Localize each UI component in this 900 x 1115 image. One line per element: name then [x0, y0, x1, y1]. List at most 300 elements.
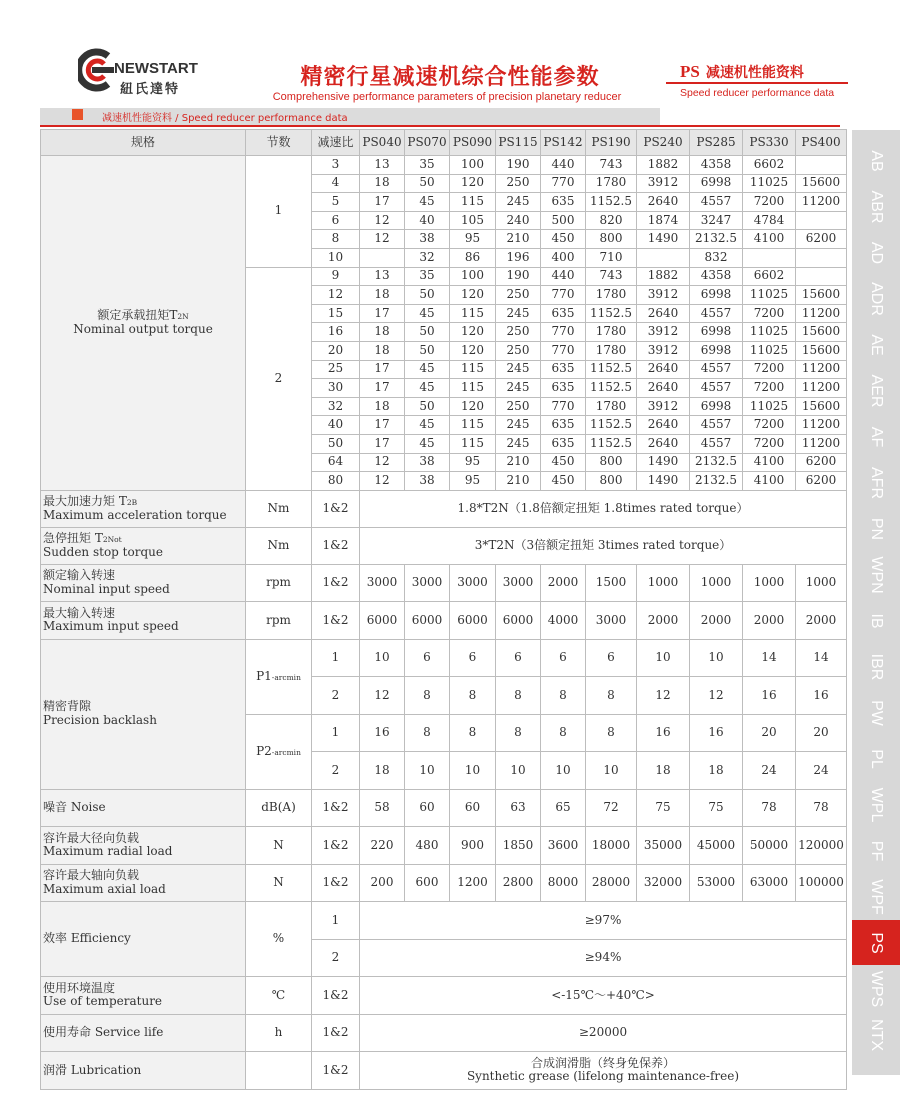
- table-cell: 7200: [743, 193, 796, 212]
- sidebar-item-label: AE: [868, 333, 885, 356]
- table-cell: 115: [450, 434, 496, 453]
- table-cell: 64: [312, 453, 360, 472]
- table-cell: 115: [450, 304, 496, 323]
- column-header: PS190: [586, 130, 637, 156]
- table-cell: 115: [450, 416, 496, 435]
- table-cell: 12: [690, 677, 743, 715]
- stage-cell: 1&2: [312, 977, 360, 1015]
- brand-logo: [78, 44, 198, 100]
- column-header: PS400: [796, 130, 847, 156]
- table-cell: 65: [541, 789, 586, 827]
- sidebar-item-label: WPF: [868, 878, 885, 915]
- table-cell: 12: [360, 472, 405, 491]
- table-cell: 72: [586, 789, 637, 827]
- series-label: 减速机性能资料: [705, 65, 804, 81]
- table-cell: 1152.5: [586, 360, 637, 379]
- sidebar-item-label: PW: [868, 699, 885, 726]
- table-cell: 12: [360, 453, 405, 472]
- sidebar-item-label: PF: [868, 840, 885, 861]
- unit-cell: N: [246, 827, 312, 865]
- table-cell: 635: [541, 379, 586, 398]
- sidebar-item-label: PN: [868, 517, 885, 540]
- table-cell: 9: [312, 267, 360, 286]
- table-cell: 770: [541, 341, 586, 360]
- torque-label-en: Nominal output torque: [73, 321, 213, 336]
- table-cell: 250: [496, 174, 541, 193]
- sidebar-item-label: ADR: [868, 281, 885, 316]
- table-cell: 50000: [743, 827, 796, 865]
- table-cell: 1152.5: [586, 416, 637, 435]
- sidebar-item-wpn[interactable]: [852, 552, 900, 597]
- table-cell: 4100: [743, 230, 796, 249]
- sidebar-item-aer[interactable]: [852, 368, 900, 413]
- table-cell: 6: [312, 211, 360, 230]
- table-cell: 635: [541, 304, 586, 323]
- table-cell: 2800: [496, 864, 541, 902]
- table-cell: 1000: [690, 564, 743, 602]
- sidebar-item-ibr[interactable]: [852, 644, 900, 689]
- row-label: [41, 490, 246, 527]
- table-row: [41, 977, 847, 1015]
- table-cell: 60: [450, 789, 496, 827]
- table-cell: 11200: [796, 360, 847, 379]
- table-cell: 10: [450, 752, 496, 790]
- table-cell: 45: [405, 416, 450, 435]
- table-cell: 40: [312, 416, 360, 435]
- table-cell: 20: [743, 714, 796, 752]
- stage-cell: 2: [312, 939, 360, 977]
- row-label: [41, 602, 246, 640]
- table-cell: 5: [312, 193, 360, 212]
- table-cell: 1152.5: [586, 304, 637, 323]
- table-cell: 2: [312, 752, 360, 790]
- table-cell: 2640: [637, 434, 690, 453]
- table-cell: 8: [496, 677, 541, 715]
- table-cell: 12: [360, 230, 405, 249]
- backlash-unit: -arcmin: [271, 747, 301, 757]
- table-cell: 24: [796, 752, 847, 790]
- table-cell: 250: [496, 286, 541, 305]
- section-marker-icon: [72, 109, 83, 120]
- table-cell: 32: [405, 248, 450, 267]
- table-row: [41, 1014, 847, 1052]
- table-row: [41, 827, 847, 865]
- stage-cell: 1&2: [312, 789, 360, 827]
- table-cell: 1490: [637, 453, 690, 472]
- table-cell: 17: [360, 379, 405, 398]
- table-cell: 2132.5: [690, 453, 743, 472]
- brand-name-cn: 紐氏達特: [120, 82, 181, 97]
- table-cell: 440: [541, 156, 586, 175]
- row-label-en: Maximum input speed: [43, 619, 179, 634]
- table-cell: 100: [450, 267, 496, 286]
- sidebar-item-ad[interactable]: [852, 230, 900, 275]
- table-cell: 11200: [796, 434, 847, 453]
- table-row: [41, 490, 847, 527]
- column-header: 规格: [41, 130, 246, 156]
- column-header: PS070: [405, 130, 450, 156]
- table-cell: 16: [690, 714, 743, 752]
- table-cell: 4784: [743, 211, 796, 230]
- table-cell: 35: [405, 156, 450, 175]
- table-cell: 1000: [743, 564, 796, 602]
- table-row: [41, 864, 847, 902]
- backlash-unit: -arcmin: [271, 672, 301, 682]
- table-cell: 4000: [541, 602, 586, 640]
- backlash-class: P1: [256, 668, 272, 683]
- table-cell: 18: [360, 174, 405, 193]
- table-cell: 80: [312, 472, 360, 491]
- table-cell: 1780: [586, 286, 637, 305]
- table-cell: 8: [312, 230, 360, 249]
- table-cell: [796, 156, 847, 175]
- table-cell: 770: [541, 286, 586, 305]
- table-cell: 1500: [586, 564, 637, 602]
- row-label: 使用寿命 Service life: [41, 1014, 246, 1052]
- table-cell: 450: [541, 230, 586, 249]
- unit-cell: rpm: [246, 602, 312, 640]
- table-cell: 50: [405, 397, 450, 416]
- sidebar-item-label: WPN: [868, 555, 885, 594]
- table-cell: 6: [586, 639, 637, 677]
- table-cell: [637, 248, 690, 267]
- table-cell: 800: [586, 453, 637, 472]
- table-cell: 17: [360, 434, 405, 453]
- table-cell: 1200: [450, 864, 496, 902]
- column-header: PS115: [496, 130, 541, 156]
- row-label: [41, 977, 246, 1015]
- stage-cell: 1&2: [312, 564, 360, 602]
- table-cell: 2640: [637, 193, 690, 212]
- table-cell: 78: [796, 789, 847, 827]
- table-cell: 2640: [637, 379, 690, 398]
- table-cell: 6: [541, 639, 586, 677]
- table-cell: 6000: [450, 602, 496, 640]
- table-row: [41, 902, 847, 940]
- table-cell: 115: [450, 379, 496, 398]
- table-cell: 3000: [586, 602, 637, 640]
- table-cell: 770: [541, 323, 586, 342]
- row-label: [41, 827, 246, 865]
- table-cell: 45: [405, 379, 450, 398]
- table-cell: 45: [405, 434, 450, 453]
- row-label-cn: 精密背隙: [43, 699, 92, 714]
- table-cell: 635: [541, 416, 586, 435]
- sidebar-item-label: AER: [868, 374, 885, 407]
- table-cell: 24: [743, 752, 796, 790]
- table-cell: 16: [743, 677, 796, 715]
- table-cell: 7200: [743, 416, 796, 435]
- gear-logo-icon: [78, 48, 116, 92]
- sidebar-item-label: WPL: [868, 787, 885, 822]
- table-cell: 120: [450, 174, 496, 193]
- row-label-en: Maximum axial load: [43, 881, 166, 896]
- table-cell: 2132.5: [690, 230, 743, 249]
- table-cell: 196: [496, 248, 541, 267]
- backlash-class: P2: [256, 743, 272, 758]
- column-header: 减速比: [312, 130, 360, 156]
- table-cell: 210: [496, 472, 541, 491]
- unit-cell: N: [246, 864, 312, 902]
- header-divider: [666, 82, 848, 84]
- sidebar-item-adr[interactable]: [852, 276, 900, 321]
- table-cell: 120: [450, 397, 496, 416]
- sidebar-item-pl[interactable]: [852, 736, 900, 781]
- sidebar-item-afr[interactable]: [852, 460, 900, 505]
- merged-value-cell: 1.8*T2N（1.8倍额定扭矩 1.8times rated torque）: [360, 490, 847, 527]
- table-cell: 800: [586, 472, 637, 491]
- row-label-cn: 最大加速力矩 T: [43, 493, 127, 508]
- table-cell: 6200: [796, 472, 847, 491]
- table-cell: 11025: [743, 341, 796, 360]
- table-cell: 1780: [586, 397, 637, 416]
- table-cell: 2000: [796, 602, 847, 640]
- table-cell: 3000: [405, 564, 450, 602]
- table-cell: 75: [637, 789, 690, 827]
- stage-cell: 2: [246, 267, 312, 490]
- table-cell: 32000: [637, 864, 690, 902]
- table-cell: 14: [743, 639, 796, 677]
- table-cell: 38: [405, 453, 450, 472]
- table-cell: 15600: [796, 397, 847, 416]
- table-cell: 3000: [496, 564, 541, 602]
- table-cell: 190: [496, 156, 541, 175]
- table-cell: 11200: [796, 379, 847, 398]
- table-cell: 8: [541, 677, 586, 715]
- sidebar-item-pn[interactable]: [852, 506, 900, 551]
- row-label: [41, 864, 246, 902]
- sidebar-item-label: IB: [868, 612, 885, 629]
- table-cell: 1780: [586, 323, 637, 342]
- table-row: [41, 527, 847, 564]
- table-cell: 2640: [637, 360, 690, 379]
- table-cell: 3600: [541, 827, 586, 865]
- column-header: PS330: [743, 130, 796, 156]
- table-cell: 1882: [637, 156, 690, 175]
- torque-label-cn: 额定承载扭矩T: [97, 308, 178, 323]
- table-cell: 78: [743, 789, 796, 827]
- backlash-class-cell: [246, 714, 312, 789]
- table-cell: 45000: [690, 827, 743, 865]
- sidebar-item-pf[interactable]: [852, 828, 900, 873]
- table-cell: 105: [450, 211, 496, 230]
- section-divider: [40, 125, 840, 127]
- table-cell: 245: [496, 434, 541, 453]
- row-label-cn: 额定输入转速: [43, 568, 116, 583]
- table-cell: 3247: [690, 211, 743, 230]
- table-cell: 710: [586, 248, 637, 267]
- table-row: [41, 789, 847, 827]
- sidebar-item-label: AF: [868, 426, 885, 447]
- table-cell: 1490: [637, 230, 690, 249]
- row-label-en: Maximum acceleration torque: [43, 507, 227, 522]
- stage-cell: 1: [246, 156, 312, 268]
- sidebar-item-af[interactable]: [852, 414, 900, 459]
- table-cell: 35000: [637, 827, 690, 865]
- table-cell: 1152.5: [586, 193, 637, 212]
- table-cell: 3912: [637, 341, 690, 360]
- table-cell: 4100: [743, 472, 796, 491]
- table-cell: 18: [360, 286, 405, 305]
- table-cell: 450: [541, 472, 586, 491]
- table-cell: 10: [637, 639, 690, 677]
- sidebar-item-label: WPS: [868, 970, 885, 1007]
- table-cell: 10: [312, 248, 360, 267]
- table-cell: 3912: [637, 397, 690, 416]
- table-cell: 60: [405, 789, 450, 827]
- table-cell: 8000: [541, 864, 586, 902]
- sidebar-item-ps[interactable]: [852, 920, 900, 965]
- stage-cell: 1&2: [312, 827, 360, 865]
- table-cell: 4358: [690, 267, 743, 286]
- table-cell: 635: [541, 434, 586, 453]
- table-cell: 1000: [796, 564, 847, 602]
- table-cell: 38: [405, 472, 450, 491]
- table-cell: 1000: [637, 564, 690, 602]
- unit-cell: dB(A): [246, 789, 312, 827]
- table-cell: 17: [360, 360, 405, 379]
- table-cell: [796, 248, 847, 267]
- backlash-label: [41, 639, 246, 789]
- table-cell: 8: [586, 714, 637, 752]
- sidebar-item-ab[interactable]: [852, 138, 900, 183]
- table-cell: 2640: [637, 416, 690, 435]
- table-cell: 3912: [637, 286, 690, 305]
- table-row: [41, 602, 847, 640]
- sidebar-item-label: IBR: [868, 653, 885, 680]
- column-header: PS142: [541, 130, 586, 156]
- table-cell: 16: [312, 323, 360, 342]
- table-cell: 50: [405, 341, 450, 360]
- table-cell: 95: [450, 453, 496, 472]
- row-label-cn: 容许最大径向负载: [43, 830, 140, 845]
- table-cell: 6602: [743, 267, 796, 286]
- table-cell: 245: [496, 304, 541, 323]
- table-cell: 245: [496, 416, 541, 435]
- merged-value-cell: <-15℃～+40℃>: [360, 977, 847, 1015]
- torque-label: [41, 156, 246, 491]
- table-cell: 16: [637, 714, 690, 752]
- table-cell: 115: [450, 360, 496, 379]
- sidebar-item-ib[interactable]: [852, 598, 900, 643]
- table-cell: 4358: [690, 156, 743, 175]
- sidebar-item-pw[interactable]: [852, 690, 900, 735]
- table-cell: 75: [690, 789, 743, 827]
- table-cell: 95: [450, 472, 496, 491]
- table-cell: 635: [541, 193, 586, 212]
- table-cell: 4100: [743, 453, 796, 472]
- stage-cell: 1&2: [312, 1014, 360, 1052]
- table-cell: 16: [360, 714, 405, 752]
- sidebar-item-abr[interactable]: [852, 184, 900, 229]
- sidebar-item-wpl[interactable]: [852, 782, 900, 827]
- table-cell: 2000: [541, 564, 586, 602]
- sidebar-item-label: AFR: [868, 466, 885, 499]
- table-cell: 6: [405, 639, 450, 677]
- table-cell: 45: [405, 193, 450, 212]
- table-cell: 12: [360, 677, 405, 715]
- lube-value-cn: 合成润滑脂（终身免保养）: [530, 1055, 675, 1070]
- table-cell: 28000: [586, 864, 637, 902]
- row-label-en: Precision backlash: [43, 713, 157, 728]
- table-cell: 18: [360, 752, 405, 790]
- table-cell: 1: [312, 714, 360, 752]
- table-cell: [796, 211, 847, 230]
- unit-cell: Nm: [246, 527, 312, 564]
- table-cell: 45: [405, 360, 450, 379]
- table-cell: 10: [541, 752, 586, 790]
- table-cell: 6602: [743, 156, 796, 175]
- table-cell: 11025: [743, 323, 796, 342]
- table-cell: 1850: [496, 827, 541, 865]
- table-cell: 17: [360, 193, 405, 212]
- unit-cell: Nm: [246, 490, 312, 527]
- table-cell: 6000: [405, 602, 450, 640]
- table-cell: 6: [450, 639, 496, 677]
- series-label-en: Speed reducer performance data: [680, 87, 835, 99]
- table-cell: 6998: [690, 323, 743, 342]
- table-cell: 8: [586, 677, 637, 715]
- sidebar-item-label: AD: [868, 241, 885, 264]
- row-label: 润滑 Lubrication: [41, 1052, 246, 1090]
- table-cell: 35: [405, 267, 450, 286]
- table-row: [41, 1052, 847, 1090]
- table-cell: 400: [541, 248, 586, 267]
- table-cell: 50: [405, 323, 450, 342]
- table-cell: 6998: [690, 397, 743, 416]
- row-label: 噪音 Noise: [41, 789, 246, 827]
- table-cell: 820: [586, 211, 637, 230]
- unit-cell: %: [246, 902, 312, 977]
- table-cell: 440: [541, 267, 586, 286]
- table-cell: 50: [405, 174, 450, 193]
- table-cell: 8: [541, 714, 586, 752]
- table-cell: 13: [360, 156, 405, 175]
- table-cell: 245: [496, 193, 541, 212]
- row-label-en: Nominal input speed: [43, 581, 170, 596]
- table-cell: 770: [541, 174, 586, 193]
- table-cell: 600: [405, 864, 450, 902]
- table-cell: 190: [496, 267, 541, 286]
- table-row: [41, 564, 847, 602]
- table-cell: 120: [450, 341, 496, 360]
- sidebar-item-ae[interactable]: [852, 322, 900, 367]
- table-cell: 1780: [586, 341, 637, 360]
- table-cell: 18: [360, 323, 405, 342]
- sidebar-item-ntx[interactable]: [852, 1012, 900, 1057]
- table-cell: 115: [450, 193, 496, 212]
- row-label-sub: 2Not: [102, 534, 122, 544]
- series-heading: [680, 62, 804, 82]
- table-cell: 245: [496, 360, 541, 379]
- row-label-cn: 最大输入转速: [43, 605, 116, 620]
- table-cell: 6200: [796, 453, 847, 472]
- table-cell: 450: [541, 453, 586, 472]
- table-cell: 120: [450, 286, 496, 305]
- table-cell: 8: [405, 714, 450, 752]
- table-cell: 63000: [743, 864, 796, 902]
- table-cell: 15600: [796, 341, 847, 360]
- sidebar-item-wps[interactable]: [852, 966, 900, 1011]
- table-cell: 16: [796, 677, 847, 715]
- stage-cell: 1&2: [312, 1052, 360, 1090]
- unit-cell: [246, 1052, 312, 1090]
- spec-table: [40, 129, 847, 1090]
- table-cell: 8: [450, 677, 496, 715]
- table-cell: 38: [405, 230, 450, 249]
- sidebar-item-wpf[interactable]: [852, 874, 900, 919]
- table-cell: 210: [496, 230, 541, 249]
